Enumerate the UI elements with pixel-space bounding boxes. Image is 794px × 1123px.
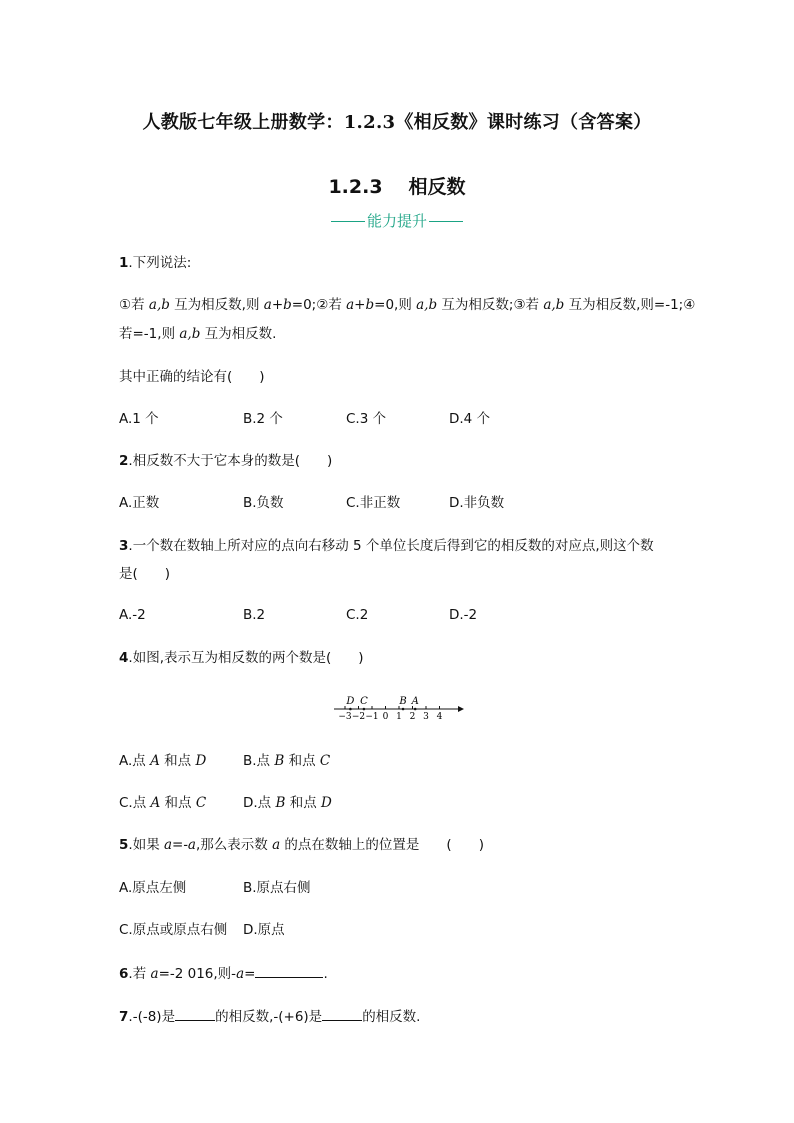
number-line-point-label: A — [411, 696, 419, 707]
q5-option-a: A.原点左侧 — [119, 880, 187, 896]
q1-option-b: B.2 个 — [243, 411, 283, 427]
q4-option-b: B.点 B 和点 C — [243, 753, 331, 769]
number-line-tick-label: 1 — [396, 712, 402, 722]
q4-stem: 4.如图,表示互为相反数的两个数是( ) — [119, 650, 364, 666]
number-line-tick-label: −2 — [351, 712, 366, 722]
number-line-tick-label: 0 — [382, 712, 389, 722]
number-line-tick-label: −3 — [338, 712, 352, 722]
document-title: 人教版七年级上册数学：1.2.3《相反数》课时练习（含答案） — [142, 112, 652, 133]
q3-option-a: A.-2 — [119, 607, 146, 623]
number-line-point — [363, 708, 366, 711]
section-subtitle: 能力提升 — [0, 210, 794, 231]
q5-option-c: C.原点或原点右侧 — [119, 922, 228, 938]
q1-statements-line2: 若=-1,则 a,b 互为相反数. — [119, 326, 277, 342]
number-line-point — [414, 708, 417, 711]
number-line-figure — [330, 690, 464, 724]
q1-option-d: D.4 个 — [449, 411, 491, 427]
number-line-point — [402, 708, 405, 711]
q1-option-c: C.3 个 — [346, 411, 387, 427]
subtitle-rule-left — [331, 221, 365, 222]
q5-stem: 5.如果 a=-a,那么表示数 a 的点在数轴上的位置是 ( ) — [119, 837, 484, 853]
q2-stem: 2.相反数不大于它本身的数是( ) — [119, 453, 333, 469]
q2-option-c: C.非正数 — [346, 495, 401, 511]
q2-option-b: B.负数 — [243, 495, 284, 511]
subtitle-rule-right — [429, 221, 463, 222]
q5-option-b: B.原点右侧 — [243, 880, 311, 896]
section-name: 相反数 — [408, 176, 466, 198]
q3-stem-line1: 3.一个数在数轴上所对应的点向右移动 5 个单位长度后得到它的相反数的对应点,则这个数 — [119, 538, 654, 554]
q1-ask: 其中正确的结论有( ) — [119, 369, 265, 385]
q5-option-d: D.原点 — [243, 922, 285, 938]
q7-stem: 7.-(-8)是 的相反数,-(+6)是 的相反数. — [119, 1006, 420, 1026]
q4-option-a: A.点 A 和点 D — [119, 753, 207, 769]
q1-statements-line1: ①若 a,b 互为相反数,则 a+b=0;②若 a+b=0,则 a,b 互为相反数;③若 a,b 互为相反数,则=-1;④ — [119, 297, 696, 313]
q1-stem: 1.下列说法: — [119, 255, 192, 271]
q6-answer-blank[interactable] — [255, 963, 323, 978]
number-line-point-label: D — [346, 696, 355, 707]
number-line-tick-label: −1 — [365, 712, 379, 722]
number-line-point-label: B — [399, 696, 407, 707]
q3-stem-line2: 是( ) — [119, 566, 171, 582]
number-line-tick-label: 2 — [409, 712, 416, 722]
q3-option-c: C.2 — [346, 607, 369, 623]
q4-option-c: C.点 A 和点 C — [119, 795, 207, 811]
number-line-point-label: C — [360, 696, 368, 707]
q7-answer-blank-1[interactable] — [175, 1006, 215, 1021]
number-line-tick-label: 3 — [423, 712, 429, 722]
number-line-tick-label: 4 — [436, 712, 443, 722]
q7-answer-blank-2[interactable] — [322, 1006, 362, 1021]
q4-option-d: D.点 B 和点 D — [243, 795, 332, 811]
section-title — [0, 172, 794, 199]
q3-option-d: D.-2 — [449, 607, 478, 623]
number-line-point — [349, 708, 352, 711]
section-number: 1.2.3 — [328, 176, 383, 198]
q2-option-d: D.非负数 — [449, 495, 505, 511]
q1-option-a: A.1 个 — [119, 411, 159, 427]
q6-stem: 6.若 a=-2 016,则-a= . — [119, 963, 328, 983]
number-line-arrow-icon — [458, 706, 464, 712]
q3-option-b: B.2 — [243, 607, 266, 623]
q2-option-a: A.正数 — [119, 495, 160, 511]
